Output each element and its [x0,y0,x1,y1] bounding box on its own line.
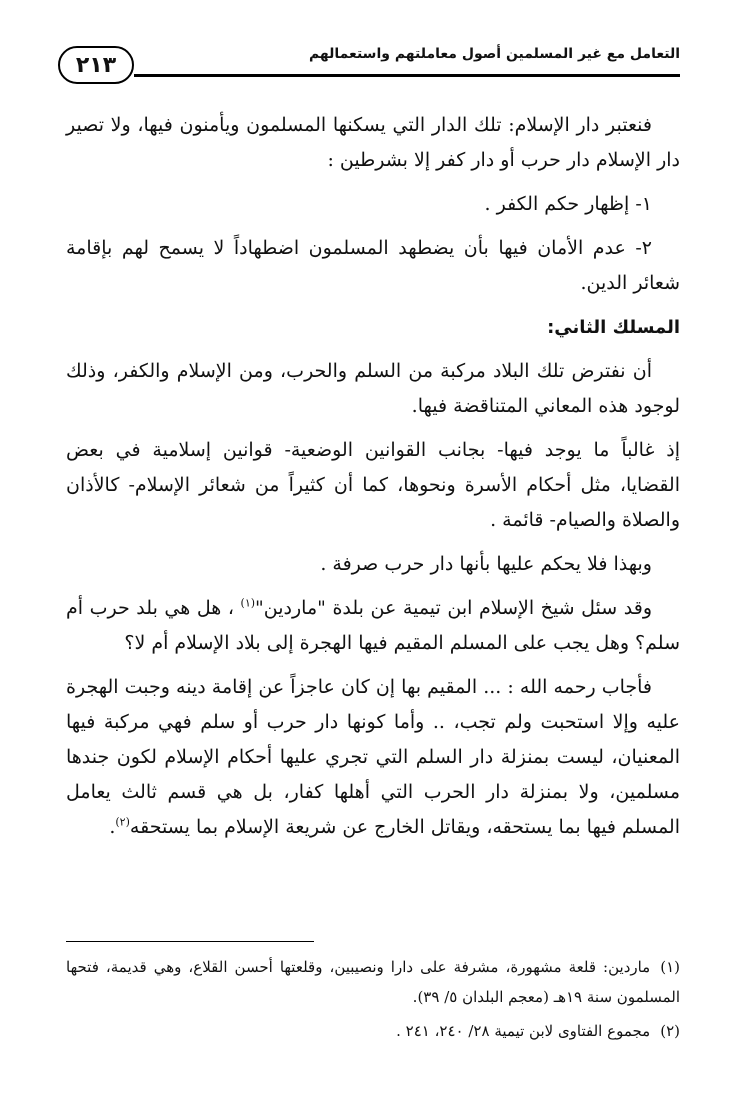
answer-start: فأجاب رحمه الله : ... [483,676,653,698]
question-text-end: ، هل هي بلد حرب [89,597,234,619]
question-paragraph: وقد سئل شيخ الإسلام ابن تيمية عن بلدة "ماردين"$^{(١)}$ ، هل هي بلد حرب أم سلم؟ وهل يجب على المسلم المقيم فيها الهجرة إلى بلاد الإسلام أم لا؟ [66,596,680,654]
footnote-number: (٢) [660,1022,680,1040]
paragraph: أن نفترض تلك البلاد مركبة من السلم والحرب، ومن الإسلام والكفر، وذلك لوجود هذه المعاني المتناقضة فيها. [66,360,680,417]
answer-paragraph [66,670,680,845]
footnotes [66,952,680,1050]
footnote-text: ماردين: قلعة مشهورة، مشرفة على دارا ونصيبين، وقلعتها أحسن القلاع، وهي قديمة، فتحها المسلمون سنة ١٩هـ (معجم البلدان ٥/ ٣٩). [66,958,680,1006]
body-text [66,108,680,854]
answer-body: الهجرة عليه وإلا استحبت ولم تجب، .. وأما كونها دار حرب أو سلم فهي مركبة فيها المعنيان، ليست بمنزلة دار السلم التي تجري عليها أحكام الإسلام لكون جندها مسلمين، ولا بمنزلة دار الحرب التي أهلها كفار، بل هي قسم ثالث يعامل المسلم فيها بما يستحقه، ويقاتل الخارج عن شريعة الإسلام بما يستحقه [66,676,680,838]
quoted-place: ماردين [263,597,318,619]
question-text-continued: أم سلم؟ وهل يجب على المسلم المقيم فيها الهجرة إلى بلاد الإسلام أم لا؟ [66,597,680,654]
footnote-text: مجموع الفتاوى لابن تيمية ٢٨/ ٢٤٠، ٢٤١ . [396,1022,651,1040]
header-rule [134,74,680,77]
question-text: وقد سئل شيخ الإسلام ابن تيمية عن بلدة [332,597,653,619]
paragraph: إذ غالباً ما يوجد فيها- بجانب القوانين الوضعية- قوانين إسلامية في بعض القضايا، مثل أحكام الأسرة ونحوها، كما أن كثيراً من شعائر الإسلام- كالأذان والصلاة والصيام- قائمة . [66,439,680,531]
footnote [66,1016,680,1046]
condition-2: ٢- عدم الأمان فيها بأن يضطهد المسلمون اضطهاداً لا يسمح لهم بإقامة شعائر الدين. [66,237,680,294]
answer-text: المقيم بها إن كان عاجزاً عن إقامة دينه وجبت [124,676,478,698]
footnote-number: (١) [660,958,680,976]
paragraph: وبهذا فلا يحكم عليها بأنها دار حرب صرفة . [320,553,652,575]
section-heading: المسلك الثاني: [547,317,680,338]
footnote [66,952,680,1012]
condition-1: ١- إظهار حكم الكفر . [484,193,652,215]
running-title: التعامل مع غير المسلمين أصول معاملتهم واستعمالهم [308,46,680,62]
page-number: ٢١٣ [58,46,134,84]
footnote-ref: (١) [240,596,256,610]
footnote-ref: (٢) [115,815,130,829]
paragraph: فنعتبر دار الإسلام: تلك الدار التي يسكنها المسلمون ويأمنون فيها، ولا تصير دار الإسلام دار حرب أو دار كفر إلا بشرطين : [66,114,680,171]
footnote-rule [66,941,314,942]
answer-end: . [109,816,116,838]
page-header [58,44,680,86]
